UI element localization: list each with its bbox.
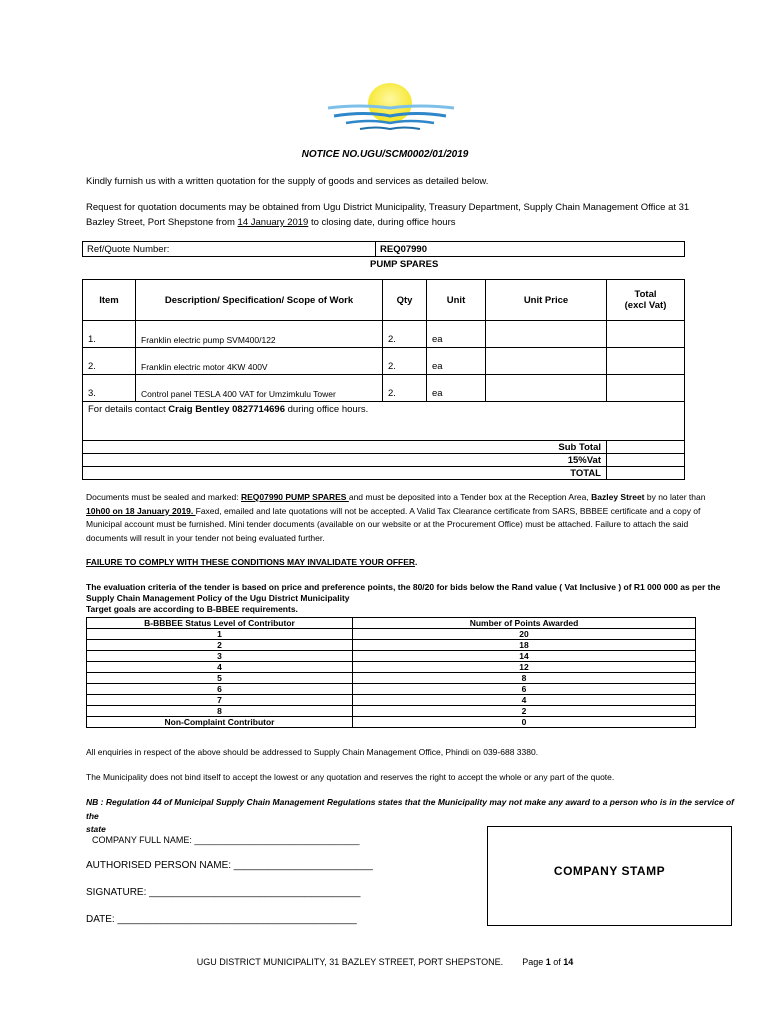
table-row: 2 18 [87,640,696,651]
table-row: 7 4 [87,695,696,706]
signature-field[interactable]: SIGNATURE: ______________________________________ [86,887,361,898]
table-row: 8 2 [87,706,696,717]
total-row: TOTAL [83,467,685,480]
ref-value: REQ07990 [376,242,685,257]
request-date: 14 January 2019 [237,217,309,228]
table-row: 6 6 [87,684,696,695]
table-row: 2. Franklin electric motor 4KW 400V 2. ea [83,348,685,375]
bbbee-points-header: Number of Points Awarded [353,618,696,629]
pump-spares-heading: PUMP SPARES [370,259,439,270]
enquiries-text: All enquiries in respect of the above should be addressed to Supply Chain Management Office, Phindi on 039-688 3380. [86,747,539,757]
table-row: 1 20 [87,629,696,640]
municipality-logo [320,78,460,138]
request-paragraph [86,200,706,230]
ref-label: Ref/Quote Number: [83,242,376,257]
items-table [82,279,685,480]
table-row: 3 14 [87,651,696,662]
company-stamp-box [487,826,732,926]
date-field[interactable]: DATE: ___________________________________________ [86,914,357,925]
contact-name: Craig Bentley 0827714696 [168,404,285,415]
request-line-1: Request for quotation documents may be obtained from Ugu District Municipality, Treasury Department, Supply Chain Management Office at 31 [86,202,690,213]
intro-text: Kindly furnish us with a written quotation for the supply of goods and services as detailed below. [86,176,489,187]
table-row: 1. Franklin electric pump SVM400/122 2. ea [83,321,685,348]
table-row: 4 12 [87,662,696,673]
table-row: Non-Complaint Contributor 0 [87,717,696,728]
bbbee-level-header: B-BBBEE Status Level of Contributor [87,618,353,629]
vat-row: 15%Vat [83,454,685,467]
evaluation-criteria: The evaluation criteria of the tender is based on price and preference points, the 80/20 for bids below the Rand value ( Vat Inclusive ) of R1 000 000 as per the Supply Chain Management Policy of the Ugu District Municipality Target goals are according to B-BBEE requirements. [86,582,721,614]
header-description: Description/ Specification/ Scope of Work [136,280,383,321]
bbbee-table [86,617,696,728]
page-indicator: Page 1 of 14 [522,957,574,967]
table-row: 3. Control panel TESLA 400 VAT for Umzimkulu Tower 2. ea [83,375,685,402]
page-footer [0,957,770,967]
municipality-note: The Municipality does not bind itself to accept the lowest or any quotation and reserves the right to accept the whole or any part of the quote. [86,772,615,782]
header-item: Item [83,280,136,321]
request-line-2: Bazley Street, Port Shepstone from 14 January 2019 to closing date, during office hours [86,217,456,228]
header-qty: Qty [383,280,427,321]
nb-regulation: NB : Regulation 44 of Municipal Supply Chain Management Regulations states that the Municipality may not make any award to a person who is in the service of the state [86,797,735,834]
header-total: Total (excl Vat) [607,280,685,321]
notice-title: NOTICE NO.UGU/SCM0002/01/2019 [301,149,469,160]
sub-total-row: Sub Total [83,441,685,454]
footer-address: UGU DISTRICT MUNICIPALITY, 31 BAZLEY STREET, PORT SHEPSTONE. [196,957,504,967]
ref-quote-table [82,241,685,257]
header-unit: Unit [427,280,486,321]
failure-notice: FAILURE TO COMPLY WITH THESE CONDITIONS MAY INVALIDATE YOUR OFFER. [86,557,418,567]
company-name-field[interactable]: COMPANY FULL NAME: _________________________________ [92,835,360,845]
documents-paragraph: Documents must be sealed and marked: REQ07990 PUMP SPARES and must be deposited into a Tender box at the Reception Area, Bazley Street by no later than 10h00 on 18 January 2019. Faxed, emailed and late quotations will not be accepted. A Valid Tax Clearance certificate from SARS, BBBEE certificate and a copy of Municipal account must be furnished. Mini tender documents (available on our website or at the Procurement Office) must be attached. Failure to attach the said documents will result in your tender not being evaluated further. [86,492,706,543]
contact-row: For details contact Craig Bentley 0827714696 during office hours. [83,402,685,441]
company-stamp-label: COMPANY STAMP [553,864,666,878]
authorised-person-field[interactable]: AUTHORISED PERSON NAME: _________________________ [86,860,373,871]
table-row: 5 8 [87,673,696,684]
header-unit-price: Unit Price [486,280,607,321]
